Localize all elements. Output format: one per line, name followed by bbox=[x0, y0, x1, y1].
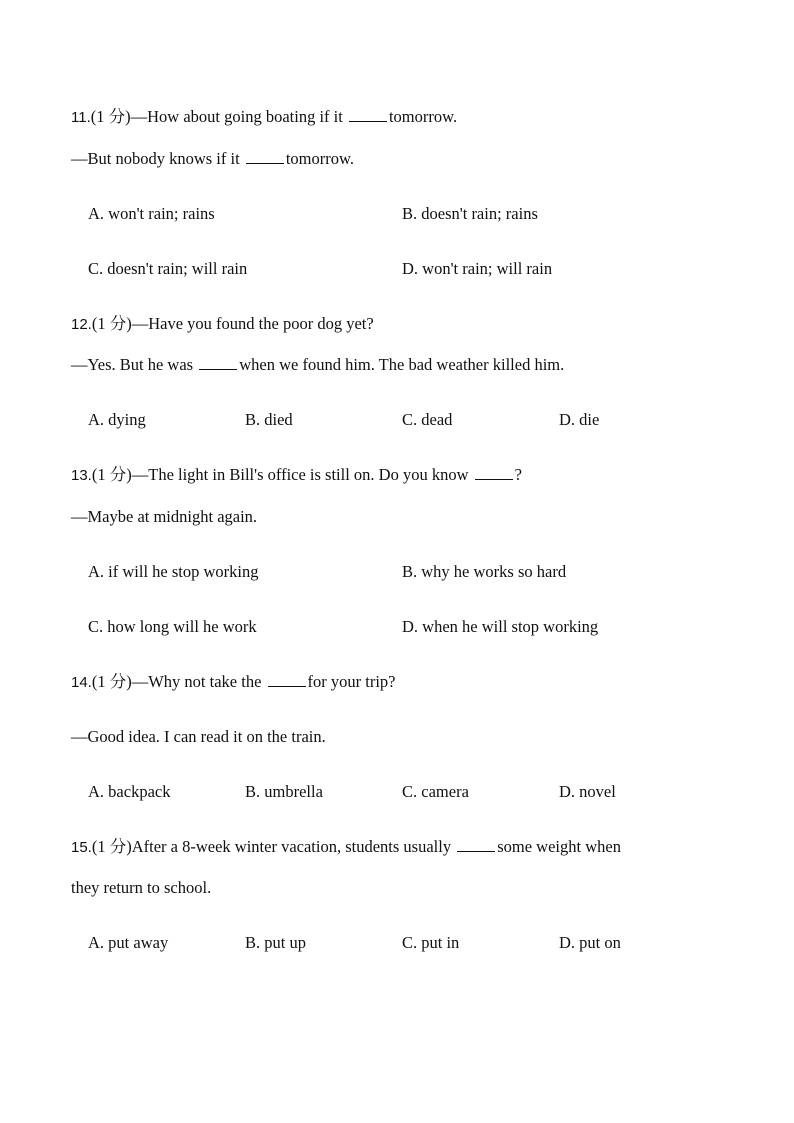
option-letter: A. bbox=[88, 562, 105, 581]
answer-blank bbox=[246, 149, 284, 164]
question-text-end: when we found him. The bad weather killed him. bbox=[239, 355, 565, 374]
option-text: novel bbox=[579, 782, 616, 801]
option-text: die bbox=[579, 410, 600, 429]
question-15-line2 bbox=[71, 878, 211, 898]
option-text: doesn't rain; will rain bbox=[107, 259, 248, 278]
option-text: dying bbox=[108, 410, 146, 429]
option-letter: C. bbox=[88, 259, 104, 278]
question-text: —But nobody knows if it bbox=[71, 149, 240, 168]
question-text: they return to school. bbox=[71, 878, 212, 897]
option-text: umbrella bbox=[264, 782, 323, 801]
question-number: 12. bbox=[71, 316, 92, 333]
question-13-line2 bbox=[71, 507, 257, 527]
option-b[interactable] bbox=[402, 204, 538, 224]
option-text: camera bbox=[421, 782, 469, 801]
option-text: put in bbox=[421, 933, 460, 952]
option-letter: D. bbox=[559, 410, 576, 429]
question-text: —Why not take the bbox=[131, 672, 262, 691]
option-text: won't rain; rains bbox=[108, 204, 215, 223]
option-text: put away bbox=[108, 933, 169, 952]
option-letter: C. bbox=[402, 933, 418, 952]
option-letter: A. bbox=[88, 933, 105, 952]
answer-blank bbox=[475, 465, 513, 480]
question-text: —Good idea. I can read it on the train. bbox=[71, 727, 326, 746]
option-b[interactable] bbox=[402, 562, 566, 582]
question-text-end: some weight when bbox=[497, 837, 621, 856]
option-text: when he will stop working bbox=[422, 617, 599, 636]
answer-blank bbox=[349, 107, 387, 122]
answer-blank bbox=[199, 355, 237, 370]
question-text-end: for your trip? bbox=[307, 672, 396, 691]
question-number: 14. bbox=[71, 674, 92, 691]
option-letter: D. bbox=[402, 617, 419, 636]
option-d[interactable] bbox=[402, 259, 552, 279]
option-b[interactable] bbox=[245, 410, 293, 430]
option-letter: A. bbox=[88, 204, 105, 223]
question-text: —Have you found the poor dog yet? bbox=[131, 314, 374, 333]
question-12-prompt bbox=[71, 314, 374, 335]
answer-blank bbox=[268, 672, 306, 687]
option-text: put on bbox=[579, 933, 621, 952]
option-letter: B. bbox=[245, 933, 261, 952]
option-text: died bbox=[264, 410, 293, 429]
option-b[interactable] bbox=[245, 782, 323, 802]
option-text: doesn't rain; rains bbox=[421, 204, 538, 223]
option-letter: C. bbox=[402, 410, 418, 429]
option-text: how long will he work bbox=[107, 617, 257, 636]
question-text: After a 8-week winter vacation, students usually bbox=[131, 837, 452, 856]
question-12-line2 bbox=[71, 355, 564, 375]
option-c[interactable] bbox=[88, 259, 247, 279]
question-11-line2 bbox=[71, 149, 354, 169]
question-14-line2 bbox=[71, 727, 326, 747]
option-letter: C. bbox=[402, 782, 418, 801]
option-a[interactable] bbox=[88, 782, 170, 802]
question-number: 13. bbox=[71, 467, 92, 484]
question-14-prompt bbox=[71, 672, 396, 693]
option-c[interactable] bbox=[402, 782, 469, 802]
option-text: if will he stop working bbox=[108, 562, 259, 581]
option-c[interactable] bbox=[88, 617, 257, 637]
option-c[interactable] bbox=[402, 410, 452, 430]
question-text: —Maybe at midnight again. bbox=[71, 507, 258, 526]
option-text: backpack bbox=[108, 782, 171, 801]
question-text-end: ? bbox=[514, 465, 522, 484]
option-letter: B. bbox=[402, 204, 418, 223]
question-number: 15. bbox=[71, 839, 92, 856]
option-letter: B. bbox=[402, 562, 418, 581]
question-score: (1 分) bbox=[90, 107, 131, 126]
option-a[interactable] bbox=[88, 410, 146, 430]
option-a[interactable] bbox=[88, 562, 259, 582]
option-text: put up bbox=[264, 933, 306, 952]
option-text: why he works so hard bbox=[421, 562, 567, 581]
option-letter: B. bbox=[245, 782, 261, 801]
option-c[interactable] bbox=[402, 933, 459, 953]
question-score: (1 分) bbox=[91, 465, 132, 484]
question-score: (1 分) bbox=[91, 672, 132, 691]
option-text: dead bbox=[421, 410, 453, 429]
question-15-prompt bbox=[71, 837, 621, 858]
option-d[interactable] bbox=[559, 410, 599, 430]
answer-blank bbox=[457, 837, 495, 852]
option-letter: D. bbox=[559, 933, 576, 952]
question-11-prompt bbox=[71, 107, 457, 128]
question-text: —How about going boating if it bbox=[130, 107, 343, 126]
question-score: (1 分) bbox=[91, 837, 132, 856]
question-text: —The light in Bill's office is still on. Do you know bbox=[131, 465, 469, 484]
option-a[interactable] bbox=[88, 933, 168, 953]
option-letter: D. bbox=[402, 259, 419, 278]
option-letter: A. bbox=[88, 410, 105, 429]
option-letter: C. bbox=[88, 617, 104, 636]
question-score: (1 分) bbox=[91, 314, 132, 333]
option-letter: A. bbox=[88, 782, 105, 801]
option-d[interactable] bbox=[559, 782, 616, 802]
option-letter: B. bbox=[245, 410, 261, 429]
question-text: —Yes. But he was bbox=[71, 355, 194, 374]
option-letter: D. bbox=[559, 782, 576, 801]
question-13-prompt bbox=[71, 465, 522, 486]
option-d[interactable] bbox=[559, 933, 621, 953]
option-d[interactable] bbox=[402, 617, 598, 637]
question-number: 11. bbox=[71, 109, 91, 126]
option-b[interactable] bbox=[245, 933, 306, 953]
question-text-end: tomorrow. bbox=[388, 107, 458, 126]
option-a[interactable] bbox=[88, 204, 215, 224]
option-text: won't rain; will rain bbox=[422, 259, 553, 278]
question-text-end: tomorrow. bbox=[285, 149, 354, 168]
